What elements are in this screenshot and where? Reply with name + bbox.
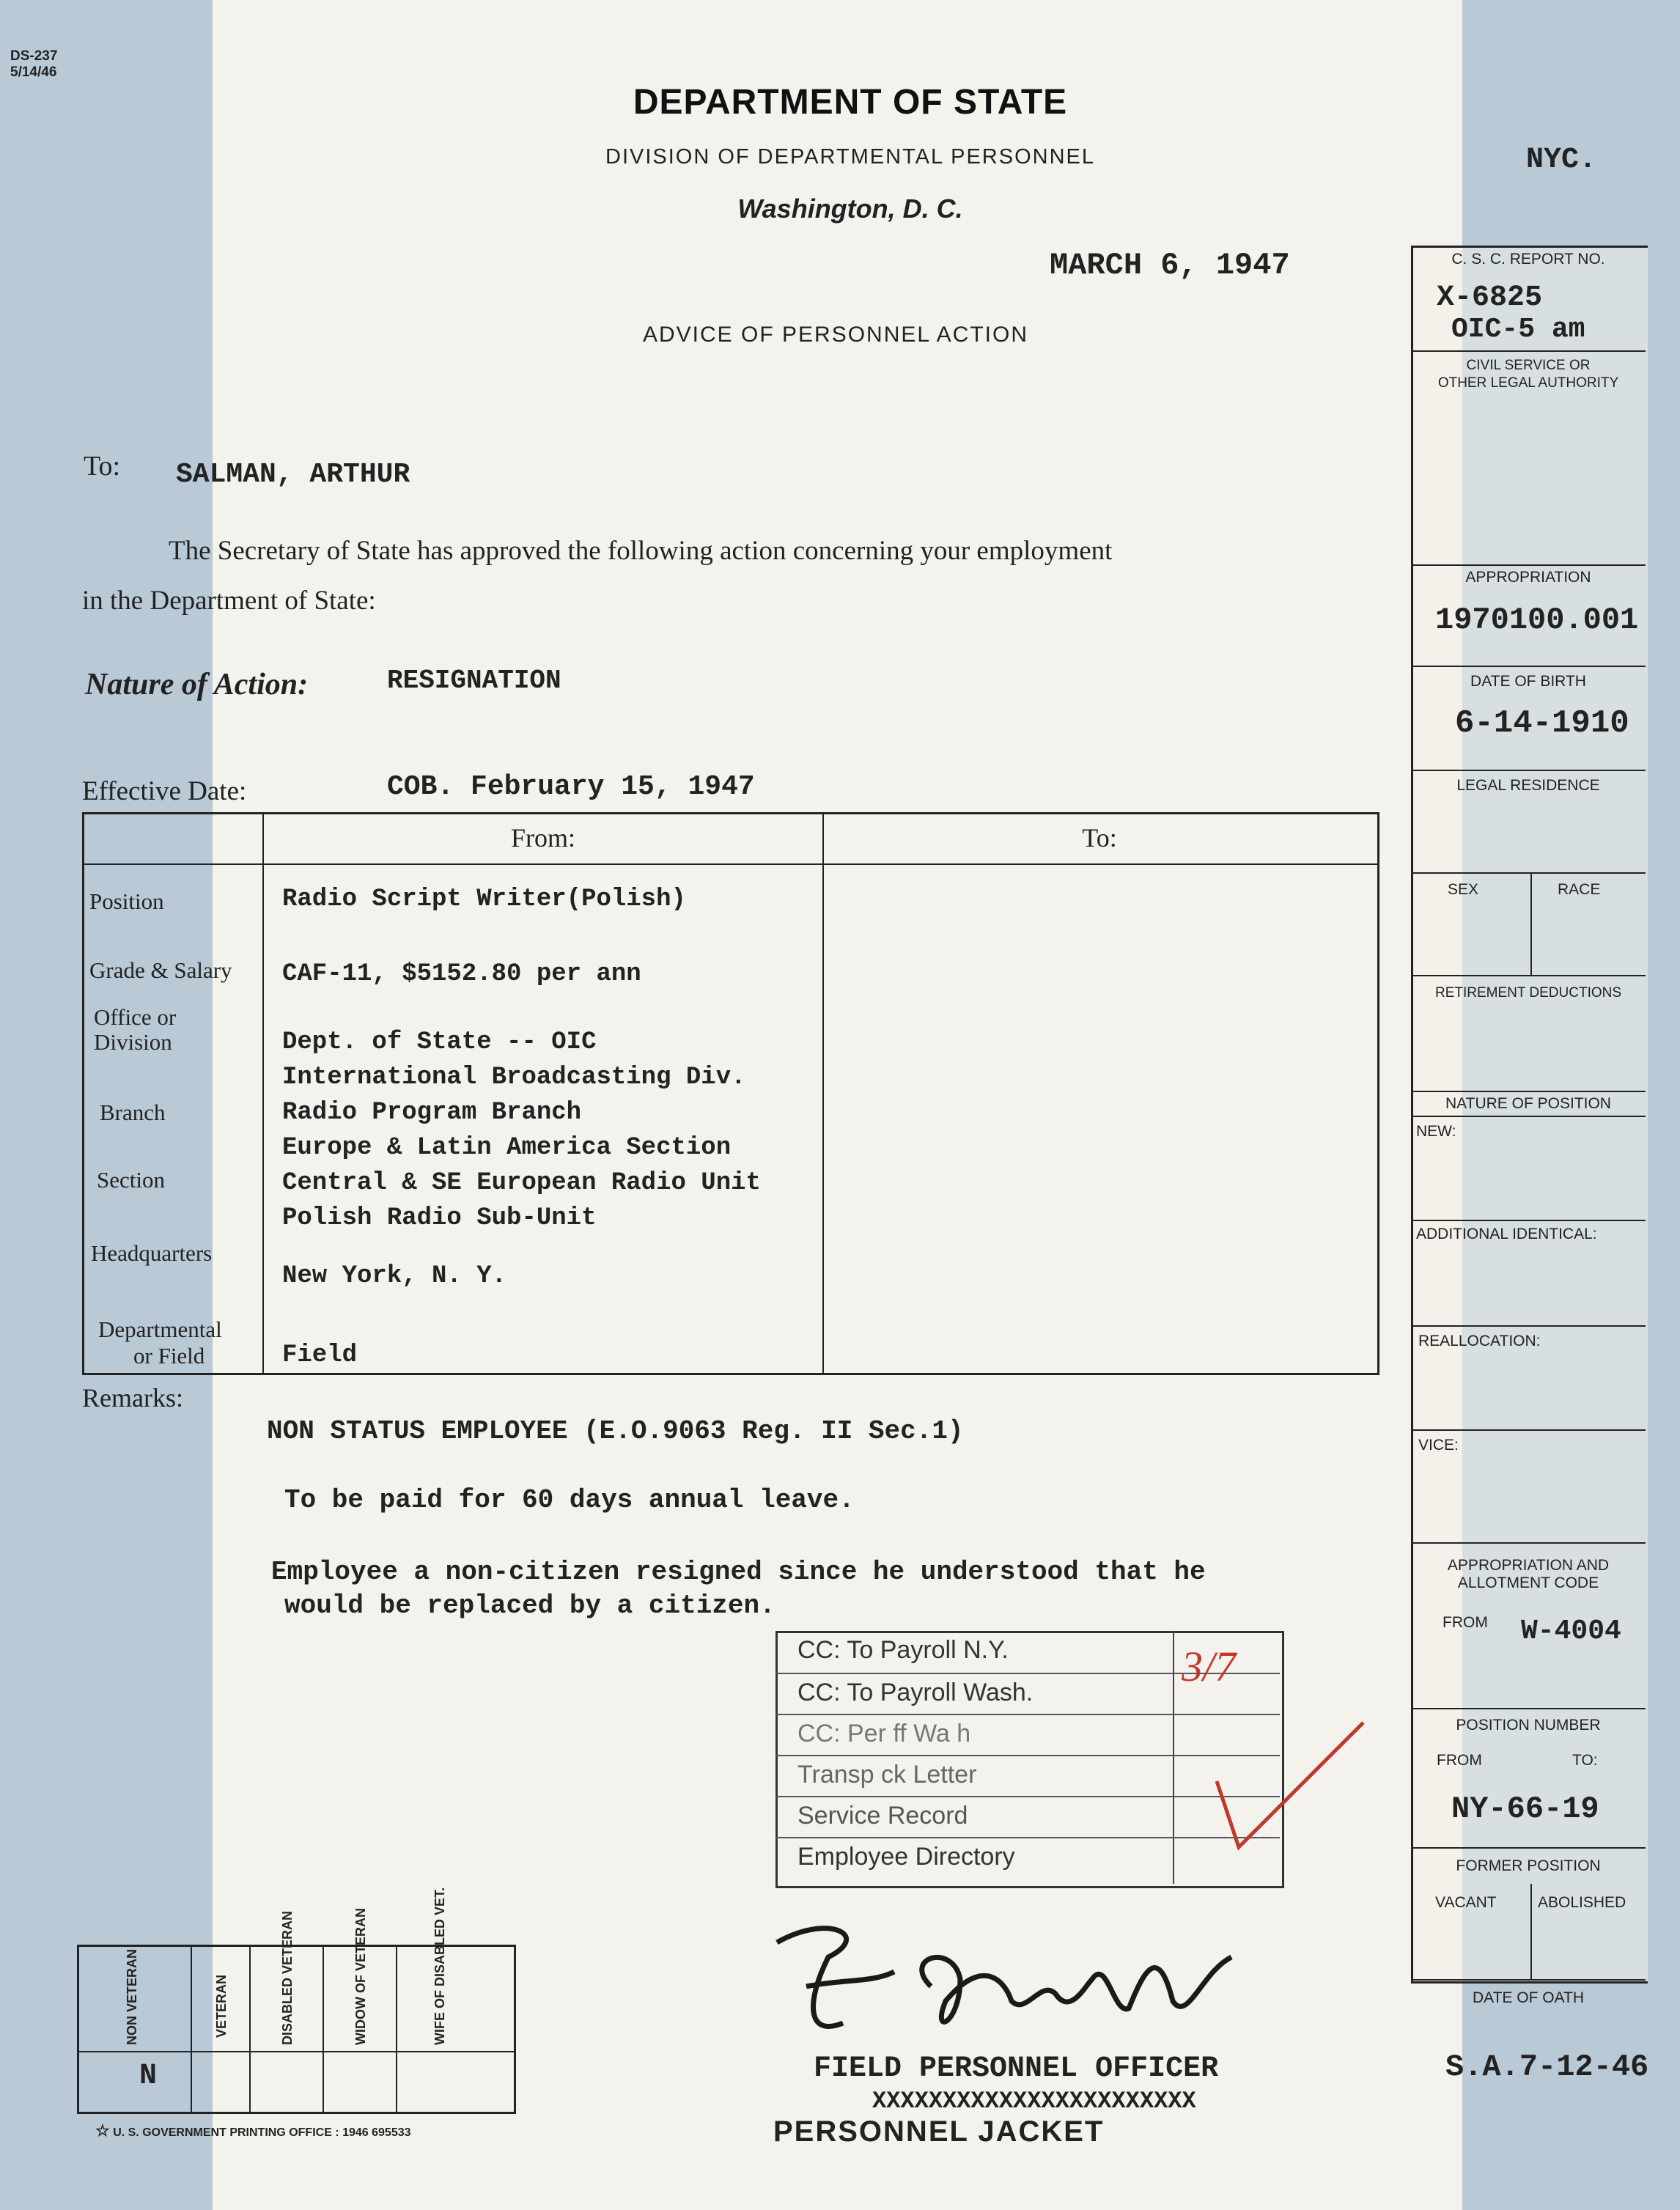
sidebar-line-approp-code <box>1411 1708 1646 1709</box>
position-number-label: POSITION NUMBER <box>1456 1717 1601 1734</box>
intro-line-1: The Secretary of State has approved the following action concerning your employment <box>169 536 1113 566</box>
sidebar-line-nature <box>1411 1116 1646 1117</box>
sidebar-line-realloc <box>1411 1429 1646 1431</box>
cc-row-5: Service Record <box>797 1802 968 1830</box>
effective-label: Effective Date: <box>82 776 247 806</box>
from-section-2: Central & SE European Radio Unit <box>282 1169 761 1197</box>
nature-position-label: NATURE OF POSITION <box>1445 1095 1611 1112</box>
intro-line-2: in the Department of State: <box>82 586 376 616</box>
action-table <box>82 812 1379 1375</box>
veteran-col-2 <box>249 1945 251 2112</box>
sidebar-line-posnum <box>1411 1847 1646 1849</box>
additional-label: ADDITIONAL IDENTICAL: <box>1416 1226 1597 1242</box>
sidebar-sex-race-divider <box>1530 872 1532 975</box>
remarks-label: Remarks: <box>82 1383 183 1412</box>
cc-row-3: CC: Per ff Wa h <box>797 1720 971 1747</box>
sidebar-line-csc <box>1411 350 1646 352</box>
dob-value: 6-14-1910 <box>1455 705 1629 742</box>
sidebar-line-appropriation <box>1411 666 1646 667</box>
position-number-from: FROM <box>1437 1752 1482 1769</box>
cc-box-divider <box>1173 1631 1174 1884</box>
veteran-label-widow: WIDOW OF VETERAN <box>353 1908 368 2045</box>
sidebar-line-new <box>1411 1220 1646 1221</box>
approp-from-label: FROM <box>1443 1614 1488 1631</box>
label-position: Position <box>89 888 164 914</box>
abolished-label: ABOLISHED <box>1538 1894 1626 1911</box>
table-label-divider <box>262 812 264 1373</box>
personnel-jacket: PERSONNEL JACKET <box>773 2115 1105 2148</box>
sidebar-line-additional <box>1411 1325 1646 1327</box>
printing-office-text: U. S. GOVERNMENT PRINTING OFFICE : 1946 695533 <box>113 2126 411 2139</box>
cc-row-2: CC: To Payroll Wash. <box>797 1679 1034 1706</box>
table-from-to-divider <box>822 812 824 1373</box>
action-date: MARCH 6, 1947 <box>1050 248 1290 283</box>
veteran-mark: N <box>139 2060 158 2093</box>
to-header: To: <box>1082 823 1117 852</box>
remarks-line-4: would be replaced by a citizen. <box>284 1591 775 1621</box>
veteran-col-3 <box>323 1945 324 2112</box>
label-headquarters: Headquarters <box>91 1240 213 1266</box>
signature-text <box>762 1913 765 1914</box>
vice-label: VICE: <box>1418 1437 1459 1454</box>
remarks-line-1: NON STATUS EMPLOYEE (E.O.9063 Reg. II Sec.1) <box>267 1416 964 1446</box>
from-office-1: Dept. of State -- OIC <box>282 1028 597 1056</box>
label-office-2: Division <box>94 1029 172 1055</box>
sidebar-line-authority <box>1411 564 1646 566</box>
veteran-label-non: NON VETERAN <box>125 1948 139 2045</box>
star-icon: ☆ <box>95 2121 110 2140</box>
race-label: RACE <box>1558 881 1601 898</box>
from-position: Radio Script Writer(Polish) <box>282 885 686 913</box>
nature-value: RESIGNATION <box>387 666 561 696</box>
signature-image <box>762 1913 1275 2060</box>
form-title: ADVICE OF PERSONNEL ACTION <box>643 323 1028 347</box>
city-line: Washington, D. C. <box>737 194 963 224</box>
veteran-box-divider <box>77 2051 514 2052</box>
form-number-code: DS-237 <box>10 48 58 64</box>
remarks-line-3: Employee a non-citizen resigned since he understood that he <box>271 1557 1206 1587</box>
sidebar-line-sex <box>1411 975 1646 976</box>
csc-value-2: OIC-5 am <box>1451 314 1585 345</box>
printing-office <box>95 2121 411 2140</box>
to-name: SALMAN, ARTHUR <box>176 459 410 490</box>
sidebar-line-former <box>1411 1979 1646 1981</box>
to-label: To: <box>84 451 121 482</box>
cc-red-mark: 3/7 <box>1182 1643 1237 1690</box>
position-number-value: NY-66-19 <box>1451 1791 1599 1827</box>
from-section-3: Polish Radio Sub-Unit <box>282 1204 597 1232</box>
new-label: NEW: <box>1416 1123 1456 1140</box>
officer-title: FIELD PERSONNEL OFFICER <box>814 2052 1219 2085</box>
veteran-label-veteran: VETERAN <box>214 1974 229 2038</box>
csc-value-1: X-6825 <box>1437 281 1543 314</box>
former-position-label: FORMER POSITION <box>1456 1857 1601 1874</box>
from-section-1: Europe & Latin America Section <box>282 1134 732 1162</box>
oath-value: S.A.7-12-46 <box>1445 2049 1649 2085</box>
department-title: DEPARTMENT OF STATE <box>633 83 1068 122</box>
effective-value: COB. February 15, 1947 <box>387 771 755 803</box>
appropriation-label: APPROPRIATION <box>1465 569 1591 586</box>
label-departmental-2: or Field <box>133 1343 205 1369</box>
check-mark-path <box>1217 1723 1363 1847</box>
check-mark-icon <box>1202 1708 1371 1854</box>
residence-label: LEGAL RESIDENCE <box>1456 777 1600 794</box>
nature-label: Nature of Action: <box>85 668 309 701</box>
cc-row-6: Employee Directory <box>797 1843 1015 1871</box>
veteran-col-4 <box>396 1945 397 2112</box>
authority-label-2: OTHER LEGAL AUTHORITY <box>1437 375 1619 391</box>
appropriation-value: 1970100.001 <box>1435 603 1639 638</box>
sidebar-line-vice <box>1411 1542 1646 1544</box>
cc-row-1: CC: To Payroll N.Y. <box>797 1636 1009 1664</box>
form-number <box>10 48 57 81</box>
reallocation-label: REALLOCATION: <box>1418 1333 1541 1349</box>
division-title: DIVISION OF DEPARTMENTAL PERSONNEL <box>605 145 1095 169</box>
signature-stroke <box>777 1929 1231 2027</box>
retirement-label: RETIREMENT DEDUCTIONS <box>1434 985 1622 1001</box>
from-departmental: Field <box>282 1341 358 1369</box>
cc-row-4: Transp ck Letter <box>797 1761 977 1789</box>
csc-label: C. S. C. REPORT NO. <box>1451 251 1605 268</box>
sex-label: SEX <box>1448 881 1479 898</box>
sidebar-vacant-divider <box>1530 1884 1532 1979</box>
from-header: From: <box>510 823 575 852</box>
position-number-to: TO: <box>1572 1752 1598 1769</box>
from-branch: Radio Program Branch <box>282 1099 582 1127</box>
veteran-label-disabled: DISABLED VETERAN <box>280 1910 295 2045</box>
from-office-2: International Broadcasting Div. <box>282 1064 746 1091</box>
corner-note: NYC. <box>1526 144 1597 177</box>
form-number-date: 5/14/46 <box>10 65 57 80</box>
authority-label-1: CIVIL SERVICE OR <box>1466 358 1591 373</box>
veteran-label-wife: WIFE OF DISABLED VET. <box>432 1887 447 2045</box>
from-headquarters: New York, N. Y. <box>282 1262 507 1290</box>
label-section: Section <box>97 1167 165 1193</box>
label-grade: Grade & Salary <box>89 957 232 983</box>
approp-code-label-2: ALLOTMENT CODE <box>1457 1574 1599 1591</box>
vacant-label: VACANT <box>1435 1894 1497 1911</box>
approp-code-value: W-4004 <box>1521 1616 1621 1647</box>
sidebar-line-dob <box>1411 770 1646 771</box>
oath-label: DATE OF OATH <box>1472 1989 1585 2006</box>
dob-label: DATE OF BIRTH <box>1470 673 1586 690</box>
veteran-col-1 <box>191 1945 192 2112</box>
approp-code-label-1: APPROPRIATION AND <box>1447 1557 1610 1574</box>
table-header-divider <box>82 863 1377 865</box>
sidebar-line-retirement <box>1411 1091 1646 1092</box>
sidebar-line-residence <box>1411 872 1646 874</box>
label-branch: Branch <box>100 1100 166 1125</box>
officer-strike: XXXXXXXXXXXXXXXXXXXXXXX <box>872 2088 1196 2115</box>
label-departmental-1: Departmental <box>98 1316 222 1342</box>
label-office-1: Office or <box>94 1004 177 1030</box>
from-grade: CAF-11, $5152.80 per ann <box>282 960 641 988</box>
remarks-line-2: To be paid for 60 days annual leave. <box>284 1485 855 1515</box>
